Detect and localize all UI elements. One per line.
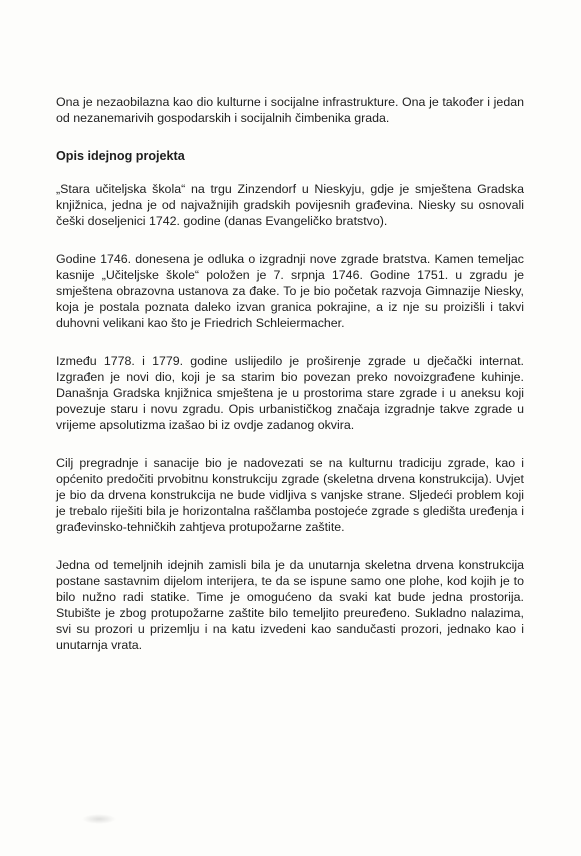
- intro-paragraph: Ona je nezaobilazna kao dio kulturne i socijalne infrastrukture. Ona je također i jedan od nezanemarivih gospodarskih i socijalnih čimbenika grada.: [56, 95, 524, 125]
- paragraph-founding: Godine 1746. donesena je odluka o izgradnji nove zgrade bratstva. Kamen temeljac kasnije „Učiteljske škole“ položen je 7. srpnja 1746. Godine 1751. u zgradu je smještena obrazovna ustanova za đake. To je bio početak razvoja Gimnazije Niesky, koja je postala poznata daleko izvan granica pokrajine, a iz nje su proizišli i takvi duhovni velikani kao što je Friedrich Schleiermacher.: [56, 252, 524, 330]
- paragraph-goal: Cilj pregradnje i sanacije bio je nadovezati se na kulturnu tradiciju zgrade, kao i općenito predočiti prvobitnu konstrukciju zgrade (skeletna drvena konstrukcija). Uvjet je bio da drvena konstrukcija ne bude vidljiva s vanjske strane. Sljedeći problem koji je trebalo riješiti bila je horizontalna raščlamba postojeće zgrade s gledišta uređenja i građevinsko-tehničkih zahtjeva protupožarne zaštite.: [56, 456, 524, 534]
- scan-smudge: [82, 814, 116, 824]
- document-page: [56, 94, 524, 653]
- paragraph-history: „Stara učiteljska škola“ na trgu Zinzendorf u Nieskyju, gdje je smještena Gradska knjižnica, jedna je od najvažnijih gradskih povijesnih građevina. Niesky su osnovali češki doseljenici 1742. godine (danas Evangeličko bratstvo).: [56, 182, 524, 228]
- paragraph-expansion: Između 1778. i 1779. godine uslijedilo je proširenje zgrade u dječački internat. Izgrađen je novi dio, koji je sa starim bio povezan preko novoizgrađene kuhinje. Današnja Gradska knjižnica smještena je u prostorima stare zgrade i u aneksu koji povezuje staru i novu zgradu. Opis urbanističkog značaja izgradnje takve zgrade u vrijeme apsolutizma izašao bi iz ovdje zadanog okvira.: [56, 354, 524, 432]
- section-heading: Opis idejnog projekta: [56, 149, 185, 163]
- paragraph-concept: Jedna od temeljnih idejnih zamisli bila je da unutarnja skeletna drvena konstrukcija postane sastavnim dijelom interijera, te da se ispune samo one plohe, kod kojih je to bilo nužno radi statike. Time je omogućeno da svaki kat bude jedna prostorija. Stubište je zbog protupožarne zaštite bilo temeljito preuređeno. Sukladno nalazima, svi su prozori u prizemlju i na katu izvedeni kao sandučasti prozori, jednako kao i unutarnja vrata.: [56, 558, 524, 652]
